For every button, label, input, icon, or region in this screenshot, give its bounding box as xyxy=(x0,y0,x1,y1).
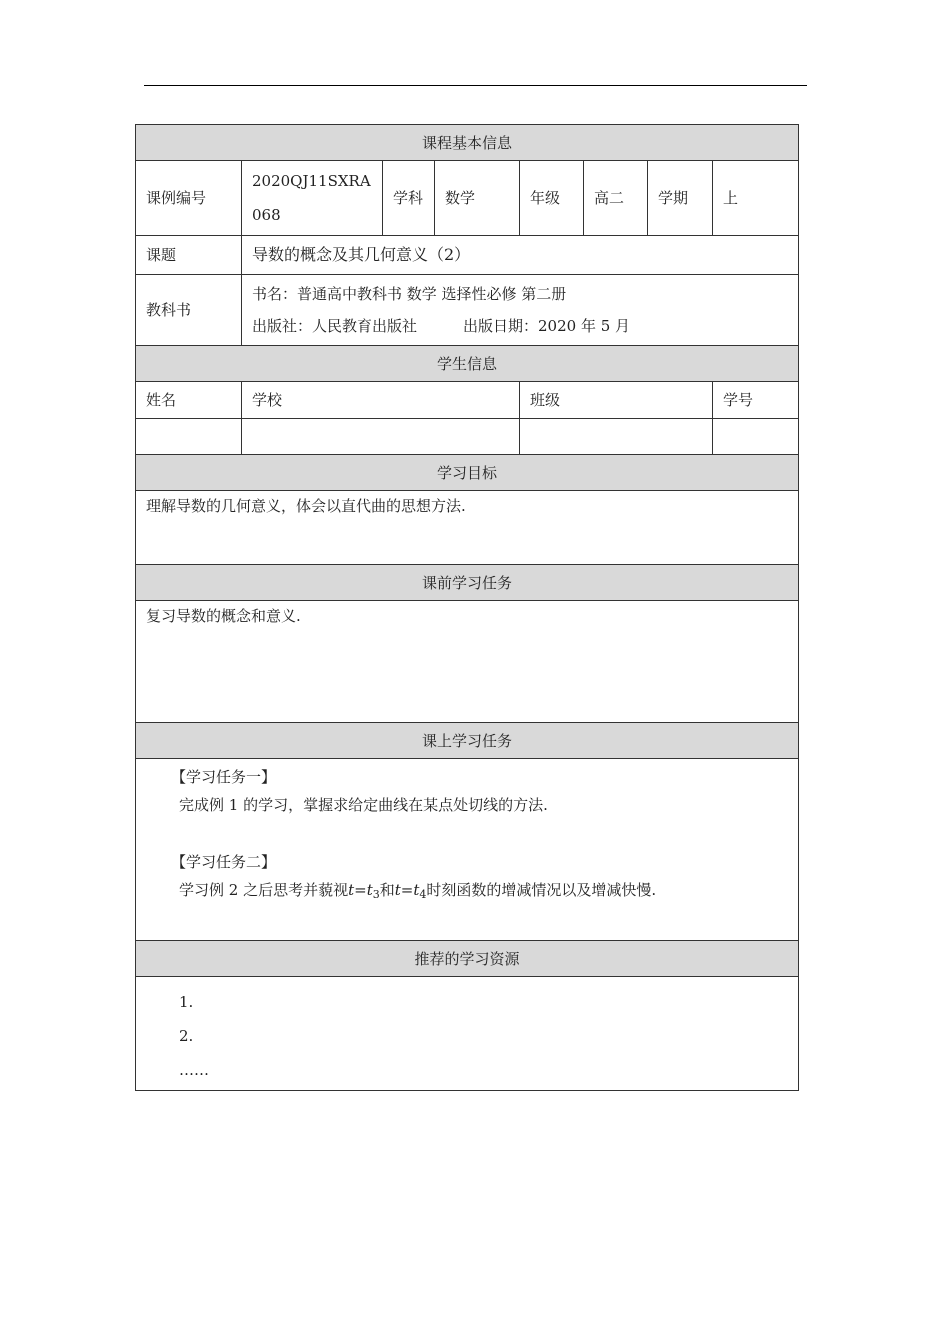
term-value: 上 xyxy=(713,161,799,236)
resource-item-2: 2. xyxy=(179,1027,194,1045)
task2-suffix: 时刻函数的增减情况以及增减快慢. xyxy=(426,881,657,899)
class-task-content xyxy=(136,759,799,941)
header-rule xyxy=(144,85,807,86)
task1-title: 【学习任务一】 xyxy=(171,768,277,786)
student-class-label: 班级 xyxy=(520,382,713,419)
math-t-2: t xyxy=(394,881,401,899)
math-t3-sub: 3 xyxy=(372,888,380,901)
math-t3-base: t xyxy=(366,881,373,899)
section-resources: 推荐的学习资源 xyxy=(136,941,799,977)
student-name-label: 姓名 xyxy=(136,382,242,419)
section-basic-info: 课程基本信息 xyxy=(136,125,799,161)
resource-item-1: 1. xyxy=(179,993,194,1011)
topic-value: 导数的概念及其几何意义（2） xyxy=(242,236,799,275)
section-pre-task: 课前学习任务 xyxy=(136,565,799,601)
section-goal: 学习目标 xyxy=(136,455,799,491)
student-school-label: 学校 xyxy=(242,382,520,419)
student-class-field[interactable] xyxy=(520,419,713,455)
section-class-task: 课上学习任务 xyxy=(136,723,799,759)
student-school-field[interactable] xyxy=(242,419,520,455)
task2-prefix: 学习例 2 之后思考并藐视 xyxy=(179,881,349,899)
textbook-label: 教科书 xyxy=(136,275,242,346)
topic-label: 课题 xyxy=(136,236,242,275)
subject-value: 数学 xyxy=(435,161,520,236)
math-t4 xyxy=(413,881,426,899)
math-t4-sub: 4 xyxy=(419,888,427,901)
book-name: 书名：普通高中教科书 数学 选择性必修 第二册 xyxy=(252,285,567,303)
student-id-field[interactable] xyxy=(713,419,799,455)
math-t4-base: t xyxy=(413,881,420,899)
lesson-info-form xyxy=(135,124,798,1091)
task2-text xyxy=(179,874,788,911)
code-value: 2020QJ11SXRA068 xyxy=(242,161,383,236)
pre-task-text: 复习导数的概念和意义. xyxy=(136,601,799,723)
student-id-label: 学号 xyxy=(713,382,799,419)
student-name-field[interactable] xyxy=(136,419,242,455)
grade-label: 年级 xyxy=(520,161,584,236)
grade-value: 高二 xyxy=(584,161,648,236)
resource-more: …… xyxy=(179,1061,209,1079)
math-t: t xyxy=(348,881,355,899)
section-student-info: 学生信息 xyxy=(136,346,799,382)
publisher-line xyxy=(252,310,788,342)
lesson-table xyxy=(135,124,799,1091)
and-word: 和 xyxy=(379,881,395,899)
publish-date: 出版日期：2020 年 5 月 xyxy=(463,317,631,335)
code-label: 课例编号 xyxy=(136,161,242,236)
task1-text: 完成例 1 的学习，掌握求给定曲线在某点处切线的方法. xyxy=(179,796,548,814)
publisher: 出版社：人民教育出版社 xyxy=(252,317,418,335)
goal-text: 理解导数的几何意义，体会以直代曲的思想方法. xyxy=(136,491,799,565)
resources-content xyxy=(136,977,799,1091)
math-eq: = xyxy=(354,881,367,899)
math-t3 xyxy=(367,881,380,899)
math-eq-2: = xyxy=(400,881,414,899)
subject-label: 学科 xyxy=(383,161,435,236)
textbook-info xyxy=(242,275,799,346)
term-label: 学期 xyxy=(648,161,713,236)
task2-title: 【学习任务二】 xyxy=(171,853,277,871)
